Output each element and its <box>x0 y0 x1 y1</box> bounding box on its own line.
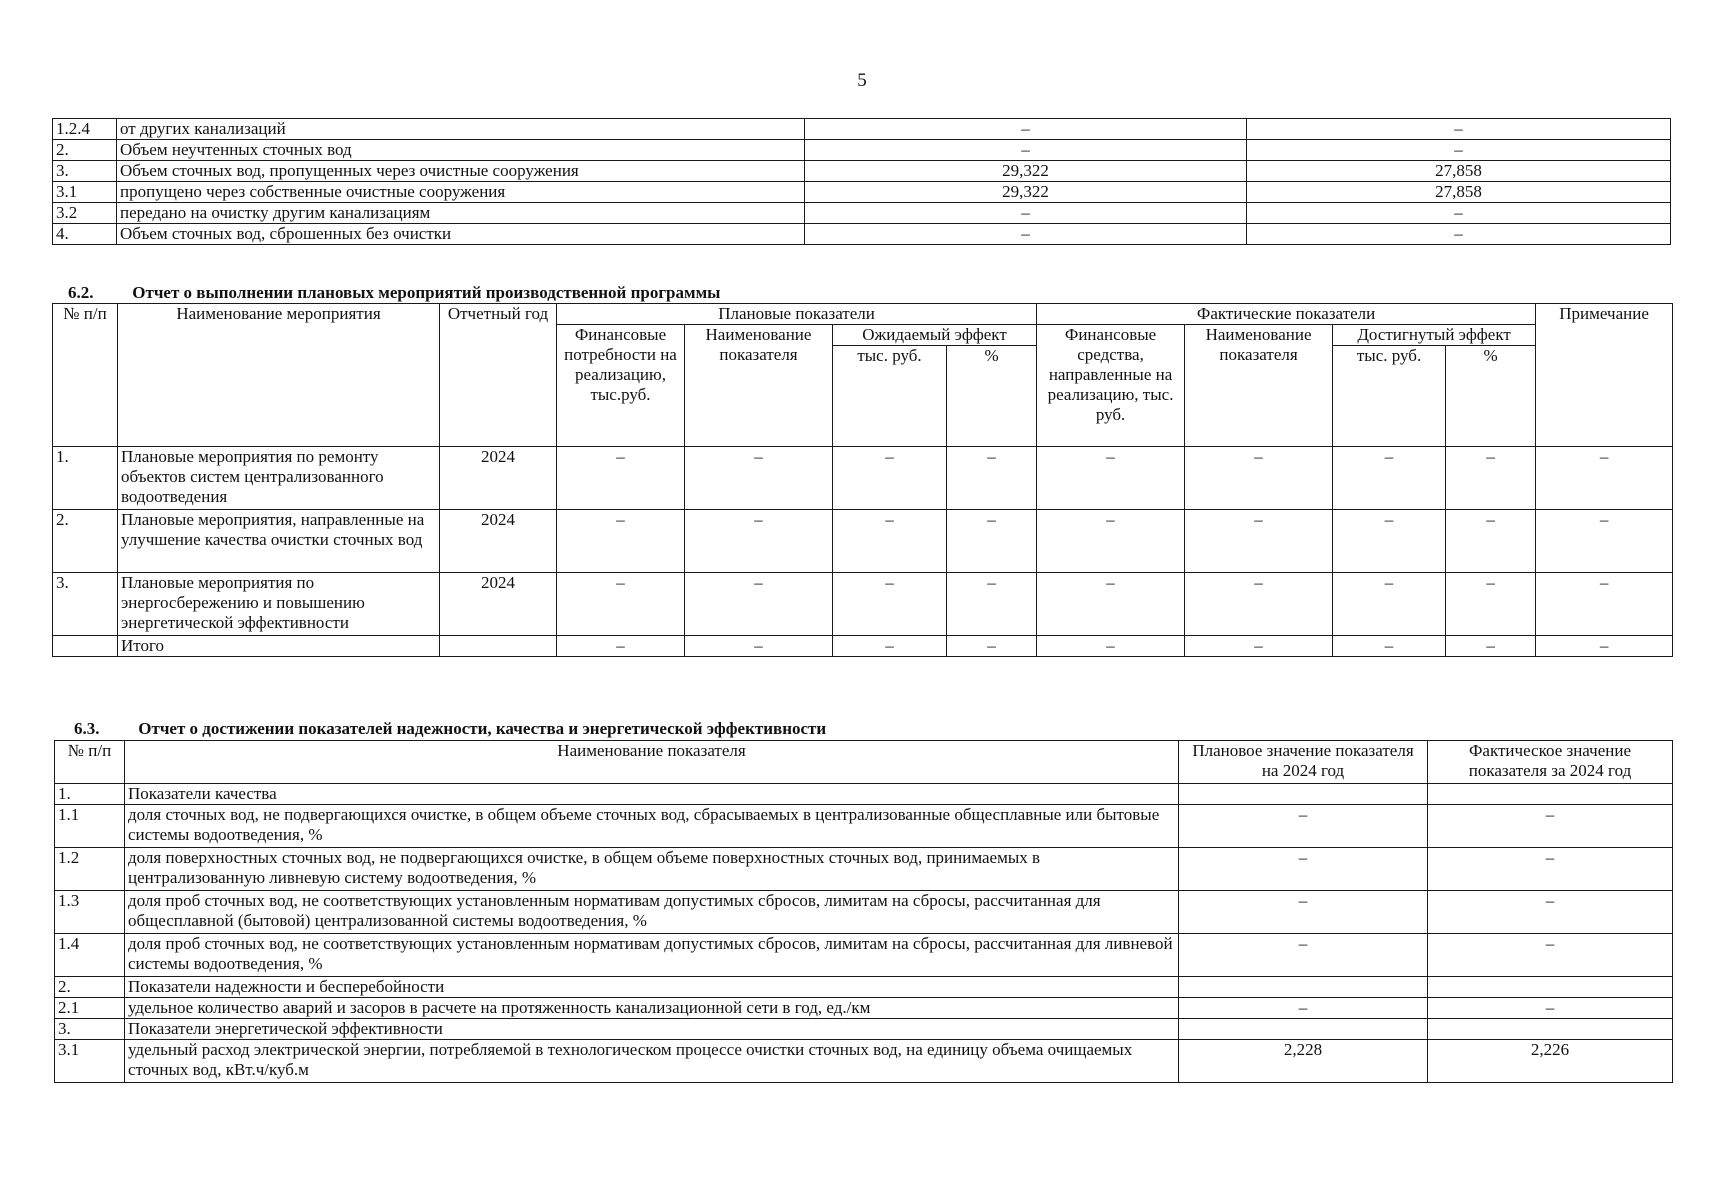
value-cell: – <box>1333 573 1446 636</box>
value-cell: – <box>947 447 1037 510</box>
value-cell: 27,858 <box>1247 161 1671 182</box>
indicators-table <box>54 740 1673 1083</box>
page-number: 5 <box>857 70 867 91</box>
value-cell: – <box>557 447 685 510</box>
table-row <box>55 1019 1673 1040</box>
section-6-3-heading <box>74 719 826 739</box>
header-fact-effect: Достигнутый эффект <box>1333 325 1536 346</box>
value-cell: – <box>1247 224 1671 245</box>
row-name: от других канализаций <box>117 119 805 140</box>
table-row <box>55 805 1673 848</box>
fact-value: 2,226 <box>1428 1040 1673 1083</box>
table-header-row <box>55 741 1673 784</box>
value-cell: – <box>947 510 1037 573</box>
value-cell: – <box>1446 447 1536 510</box>
header-num: № п/п <box>55 741 125 784</box>
value-cell: – <box>557 573 685 636</box>
row-name: пропущено через собственные очистные сооружения <box>117 182 805 203</box>
row-number: 1.4 <box>55 934 125 977</box>
header-plan-thous: тыс. руб. <box>833 346 947 447</box>
value-cell: – <box>1185 510 1333 573</box>
row-number: 2. <box>53 510 118 573</box>
value-cell: – <box>685 573 833 636</box>
section-number: 6.2. <box>68 283 94 302</box>
row-name: доля поверхностных сточных вод, не подвергающихся очистке, в общем объеме поверхностных сточных вод, принимаемых в централизованную ливневую систему водоотведения, % <box>125 848 1179 891</box>
row-number: 4. <box>53 224 117 245</box>
value-cell: – <box>1037 636 1185 657</box>
table-row <box>55 934 1673 977</box>
row-number: 3. <box>53 573 118 636</box>
header-plan: Плановое значение показателя на 2024 год <box>1179 741 1428 784</box>
fact-value: – <box>1428 998 1673 1019</box>
value-cell: – <box>833 636 947 657</box>
value-cell: – <box>947 573 1037 636</box>
table-row <box>53 182 1671 203</box>
table-row <box>53 224 1671 245</box>
row-name: Итого <box>118 636 440 657</box>
header-fact: Фактические показатели <box>1037 304 1536 325</box>
row-number: 2.1 <box>55 998 125 1019</box>
header-fact-fin: Финансовые средства, направленные на реализацию, тыс. руб. <box>1037 325 1185 447</box>
value-cell: – <box>1247 140 1671 161</box>
value-cell: – <box>1247 119 1671 140</box>
row-number: 3. <box>53 161 117 182</box>
row-name: удельное количество аварий и засоров в расчете на протяженность канализационной сети в год, ед./км <box>125 998 1179 1019</box>
plan-value: 2,228 <box>1179 1040 1428 1083</box>
value-cell: – <box>1333 447 1446 510</box>
header-name: Наименование мероприятия <box>118 304 440 447</box>
fact-value <box>1428 977 1673 998</box>
table-row <box>55 848 1673 891</box>
section-6-2-heading <box>68 283 720 303</box>
table-row <box>55 1040 1673 1083</box>
table-row <box>55 891 1673 934</box>
value-cell: 29,322 <box>805 182 1247 203</box>
value-cell: – <box>805 119 1247 140</box>
header-plan-pct: % <box>947 346 1037 447</box>
value-cell: – <box>1446 636 1536 657</box>
value-cell: – <box>1536 447 1673 510</box>
row-number: 3.1 <box>55 1040 125 1083</box>
table-total-row <box>53 636 1673 657</box>
row-name: Объем сточных вод, пропущенных через очистные сооружения <box>117 161 805 182</box>
row-number: 1.3 <box>55 891 125 934</box>
value-cell: – <box>833 573 947 636</box>
header-fact-thous: тыс. руб. <box>1333 346 1446 447</box>
value-cell: – <box>1536 636 1673 657</box>
header-fact-pct: % <box>1446 346 1536 447</box>
row-number: 1. <box>55 784 125 805</box>
value-cell: 27,858 <box>1247 182 1671 203</box>
header-num: № п/п <box>53 304 118 447</box>
row-name: передано на очистку другим канализациям <box>117 203 805 224</box>
plan-value: – <box>1179 891 1428 934</box>
value-cell: – <box>805 140 1247 161</box>
table-row <box>53 161 1671 182</box>
table-row <box>53 140 1671 161</box>
activities-report-table <box>52 303 1673 657</box>
table-row <box>53 447 1673 510</box>
value-cell: – <box>947 636 1037 657</box>
value-cell: – <box>1037 573 1185 636</box>
header-plan-indicator: Наименование показателя <box>685 325 833 447</box>
fact-value: – <box>1428 848 1673 891</box>
plan-value: – <box>1179 848 1428 891</box>
header-year: Отчетный год <box>440 304 557 447</box>
header-note: Примечание <box>1536 304 1673 447</box>
header-fact-indicator: Наименование показателя <box>1185 325 1333 447</box>
row-name: Плановые мероприятия по энергосбережению и повышению энергетической эффективности <box>118 573 440 636</box>
table-row <box>55 998 1673 1019</box>
value-cell: – <box>1037 447 1185 510</box>
value-cell: – <box>1333 636 1446 657</box>
row-year: 2024 <box>440 573 557 636</box>
row-name: Объем неучтенных сточных вод <box>117 140 805 161</box>
value-cell: – <box>833 447 947 510</box>
header-fact: Фактическое значение показателя за 2024 год <box>1428 741 1673 784</box>
row-name: доля проб сточных вод, не соответствующих установленным нормативам допустимых сбросов, лимитам на сбросы, рассчитанная для общесплавной (бытовой) централизованной системы водоотведения, % <box>125 891 1179 934</box>
row-number: 1.2 <box>55 848 125 891</box>
row-number: 3.2 <box>53 203 117 224</box>
value-cell: – <box>685 636 833 657</box>
value-cell: – <box>1536 510 1673 573</box>
table-header-row <box>53 304 1673 325</box>
value-cell: – <box>557 510 685 573</box>
wastewater-volume-table <box>52 118 1671 245</box>
row-name: удельный расход электрической энергии, потребляемой в технологическом процессе очистки сточных вод, на единицу объема очищаемых сточных вод, кВт.ч/куб.м <box>125 1040 1179 1083</box>
section-title: Отчет о достижении показателей надежности, качества и энергетической эффективности <box>138 719 827 738</box>
row-number: 2. <box>55 977 125 998</box>
table-row <box>53 119 1671 140</box>
row-name: Плановые мероприятия по ремонту объектов систем централизованного водоотведения <box>118 447 440 510</box>
row-number: 1. <box>53 447 118 510</box>
row-name: Показатели энергетической эффективности <box>125 1019 1179 1040</box>
row-number: 1.2.4 <box>53 119 117 140</box>
value-cell: – <box>685 510 833 573</box>
header-plan: Плановые показатели <box>557 304 1037 325</box>
row-number: 1.1 <box>55 805 125 848</box>
table-row <box>53 203 1671 224</box>
value-cell: – <box>1247 203 1671 224</box>
row-name: Показатели качества <box>125 784 1179 805</box>
value-cell: – <box>1037 510 1185 573</box>
plan-value <box>1179 977 1428 998</box>
value-cell: – <box>1446 510 1536 573</box>
value-cell: – <box>1446 573 1536 636</box>
row-year: 2024 <box>440 510 557 573</box>
fact-value <box>1428 784 1673 805</box>
row-number <box>53 636 118 657</box>
plan-value <box>1179 784 1428 805</box>
table-row <box>53 573 1673 636</box>
section-number: 6.3. <box>74 719 100 738</box>
section-title: Отчет о выполнении плановых мероприятий производственной программы <box>132 283 721 302</box>
fact-value <box>1428 1019 1673 1040</box>
value-cell: – <box>685 447 833 510</box>
row-name: доля проб сточных вод, не соответствующих установленным нормативам допустимых сбросов, лимитам на сбросы, рассчитанная для ливневой системы водоотведения, % <box>125 934 1179 977</box>
value-cell: – <box>1536 573 1673 636</box>
header-plan-fin: Финансовые потребности на реализацию, тыс.руб. <box>557 325 685 447</box>
row-number: 3. <box>55 1019 125 1040</box>
value-cell: – <box>1185 573 1333 636</box>
plan-value: – <box>1179 805 1428 848</box>
row-year <box>440 636 557 657</box>
table-row <box>53 510 1673 573</box>
value-cell: – <box>1185 447 1333 510</box>
table-row <box>55 784 1673 805</box>
row-year: 2024 <box>440 447 557 510</box>
value-cell: – <box>805 203 1247 224</box>
row-name: доля сточных вод, не подвергающихся очистке, в общем объеме сточных вод, сбрасываемых в централизованные общесплавные или бытовые системы водоотведения, % <box>125 805 1179 848</box>
fact-value: – <box>1428 934 1673 977</box>
fact-value: – <box>1428 805 1673 848</box>
table-row <box>55 977 1673 998</box>
row-name: Объем сточных вод, сброшенных без очистки <box>117 224 805 245</box>
plan-value <box>1179 1019 1428 1040</box>
value-cell: – <box>1185 636 1333 657</box>
value-cell: 29,322 <box>805 161 1247 182</box>
row-name: Плановые мероприятия, направленные на улучшение качества очистки сточных вод <box>118 510 440 573</box>
value-cell: – <box>557 636 685 657</box>
row-number: 3.1 <box>53 182 117 203</box>
plan-value: – <box>1179 998 1428 1019</box>
value-cell: – <box>1333 510 1446 573</box>
plan-value: – <box>1179 934 1428 977</box>
row-name: Показатели надежности и бесперебойности <box>125 977 1179 998</box>
header-plan-effect: Ожидаемый эффект <box>833 325 1037 346</box>
fact-value: – <box>1428 891 1673 934</box>
row-number: 2. <box>53 140 117 161</box>
value-cell: – <box>833 510 947 573</box>
value-cell: – <box>805 224 1247 245</box>
header-name: Наименование показателя <box>125 741 1179 784</box>
